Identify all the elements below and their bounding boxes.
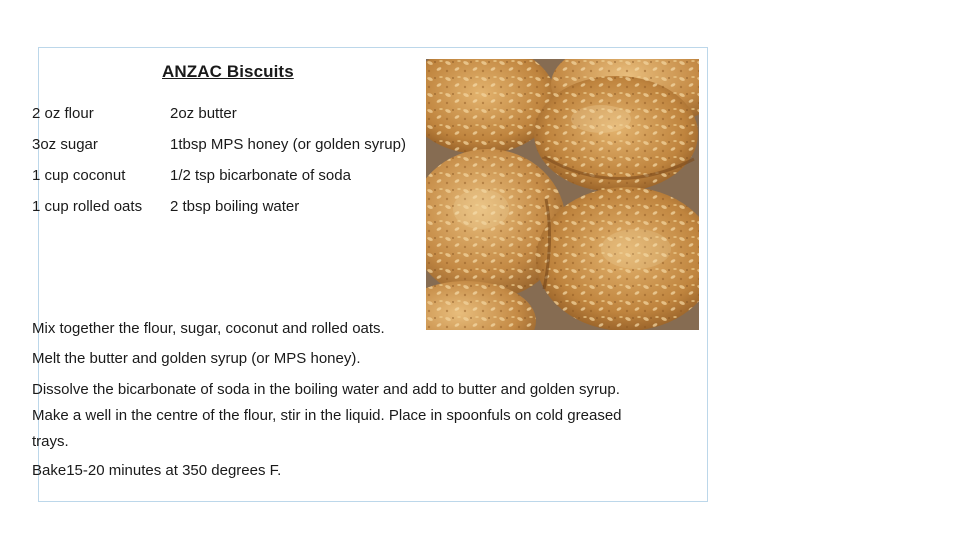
ingredient-boiling-water: 2 tbsp boiling water [170, 198, 300, 215]
method-step-2: Melt the butter and golden syrup (or MPS honey). [32, 350, 361, 367]
ingredient-butter: 2oz butter [170, 105, 237, 122]
ingredient-rolled-oats: 1 cup rolled oats [32, 198, 143, 215]
biscuits-photo [426, 59, 699, 330]
method-step-3-line-1: Dissolve the bicarbonate of soda in the boiling water and add to butter and golden syrup. [32, 381, 620, 398]
method-step-3-line-3: trays. [32, 433, 69, 450]
method-step-1: Mix together the flour, sugar, coconut and rolled oats. [32, 320, 385, 337]
ingredient-honey: 1tbsp MPS honey (or golden syrup) [170, 136, 406, 153]
method-step-4: Bake15-20 minutes at 350 degrees F. [32, 462, 282, 479]
method-step-3 [32, 377, 622, 455]
recipe-title: ANZAC Biscuits [162, 62, 294, 81]
method-step-3-line-2: Make a well in the centre of the flour, stir in the liquid. Place in spoonfuls on cold greased [32, 407, 622, 424]
ingredient-sugar: 3oz sugar [32, 136, 98, 153]
ingredient-flour: 2 oz flour [32, 105, 94, 122]
ingredient-coconut: 1 cup coconut [32, 167, 126, 184]
ingredient-bicarbonate: 1/2 tsp bicarbonate of soda [170, 167, 351, 184]
